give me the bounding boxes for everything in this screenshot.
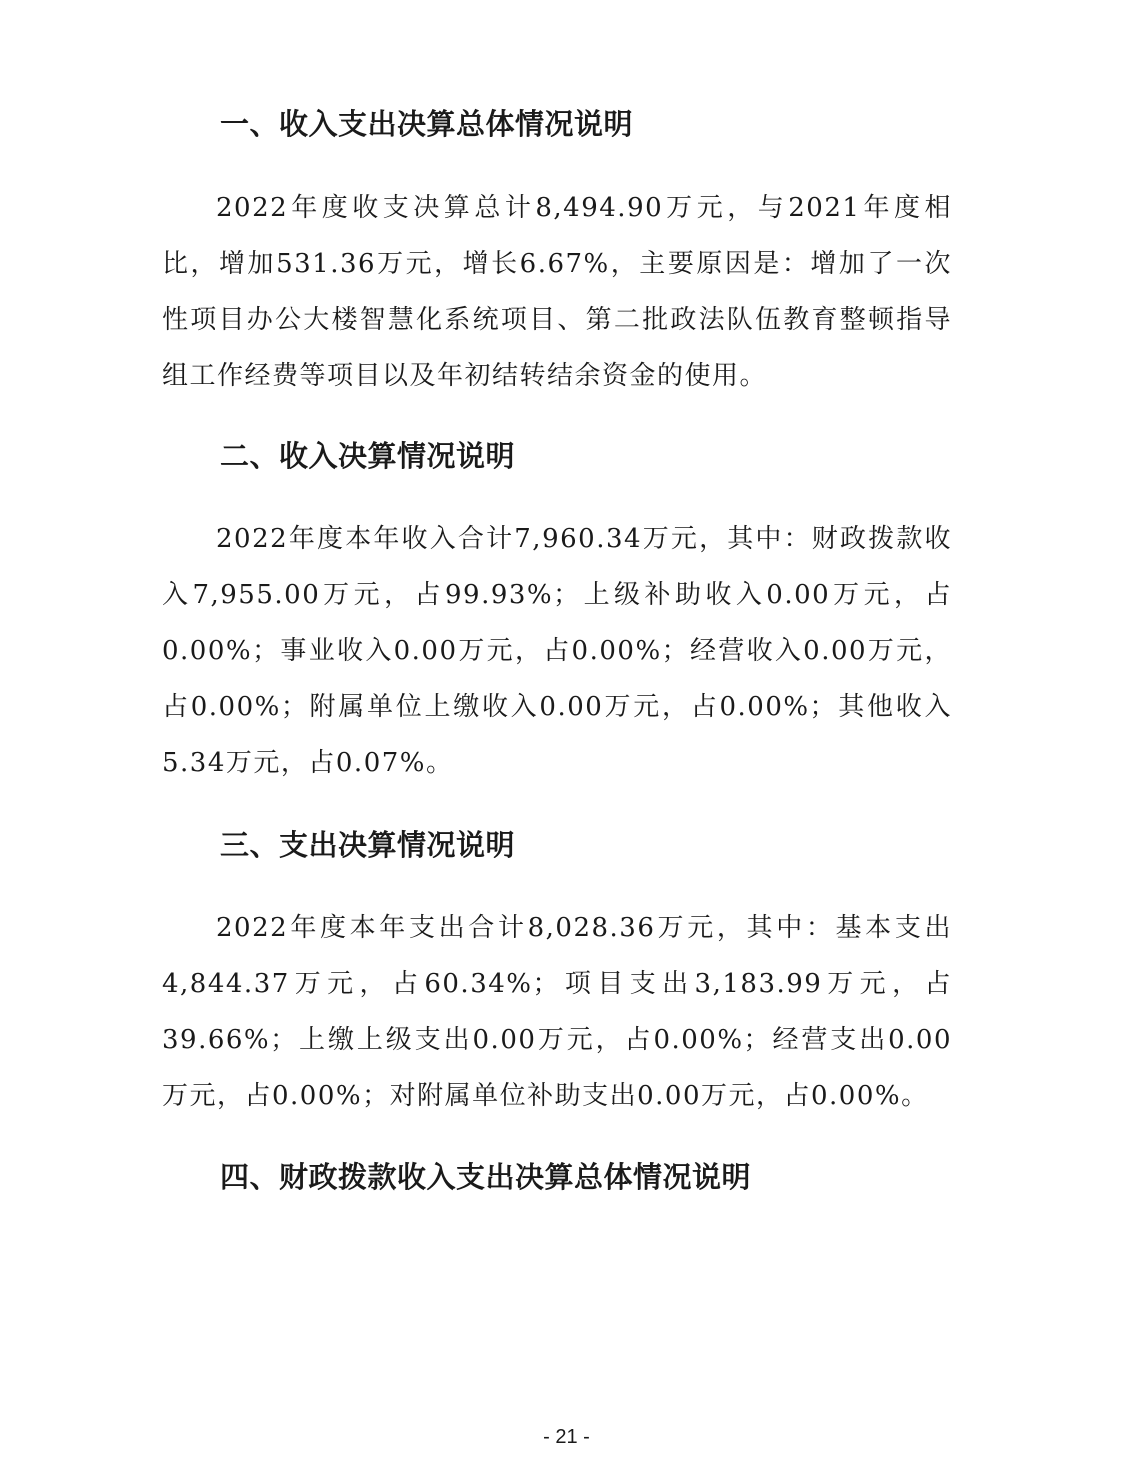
section-paragraph-3: 2022年度本年支出合计8,028.36万元，其中：基本支出4,844.37万元，占60.34%；项目支出3,183.99万元，占39.66%；上缴上级支出0.00万元，占0.00%；经营支出0.00万元，占0.00%；对附属单位补助支出0.00万元，占0.00%。 <box>162 913 952 1111</box>
section-heading-1: 一、收入支出决算总体情况说明 <box>220 107 634 141</box>
page-number: - 21 - <box>543 1426 590 1448</box>
section-paragraph-1: 2022年度收支决算总计8,494.90万元，与2021年度相比，增加531.36万元，增长6.67%，主要原因是：增加了一次性项目办公大楼智慧化系统项目、第二批政法队伍教育整顿指导组工作经费等项目以及年初结转结余资金的使用。 <box>162 193 952 391</box>
section-heading-4: 四、财政拨款收入支出决算总体情况说明 <box>220 1160 752 1194</box>
section-paragraph-2: 2022年度本年收入合计7,960.34万元，其中：财政拨款收入7,955.00万元，占99.93%；上级补助收入0.00万元，占0.00%；事业收入0.00万元，占0.00%；经营收入0.00万元，占0.00%；附属单位上缴收入0.00万元，占0.00%；其他收入5.34万元，占0.07%。 <box>162 524 952 778</box>
section-heading-3: 三、支出决算情况说明 <box>220 828 516 862</box>
section-heading-2: 二、收入决算情况说明 <box>220 439 516 473</box>
